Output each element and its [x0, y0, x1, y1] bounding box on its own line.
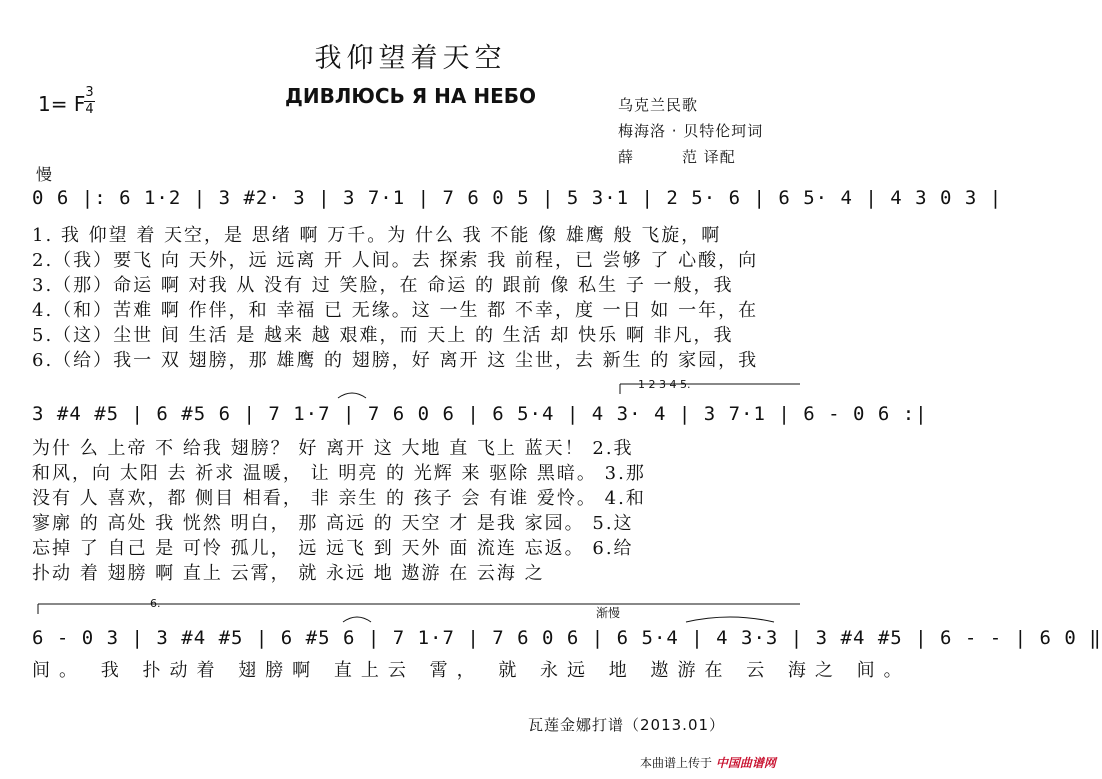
system2-lyric-verse-3: 没有 人 喜欢，都 侧目 相看， 非 亲生 的 孩子 会 有谁 爱怜。 4.和 — [32, 488, 646, 509]
credit-translator: 薛 范 译配 — [618, 148, 736, 166]
system1-lyric-verse-6: 6.（给）我一 双 翅膀，那 雄鹰 的 翅膀，好 离开 这 尘世，去 新生 的 家园，我 — [32, 350, 759, 371]
system1-lyric-verse-2: 2.（我）要飞 向 天外，远 远离 开 人间。去 探索 我 前程，已 尝够 了 心酸，向 — [32, 250, 759, 271]
system1-lyric-verse-1: 1. 我 仰望 着 天空，是 思绪 啊 万千。为 什么 我 不能 像 雄鹰 般 飞旋，啊 — [32, 225, 722, 246]
system1-lyric-verse-5: 5.（这）尘世 间 生活 是 越来 越 艰难，而 天上 的 生活 却 快乐 啊 非凡，我 — [32, 325, 734, 346]
site-brand-logo: 中国曲谱网 — [715, 756, 776, 770]
system2-notes: 3 #4 #5 | 6 #5 6 | 7 1·7 | 7 6 0 6 | 6 5·4 | 4 3· 4 | 3 7·1 | 6 - 0 6 :| — [32, 403, 928, 425]
system1-notes: 0 6 |: 6 1·2 | 3 #2· 3 | 3 7·1 | 7 6 0 5 | 5 3·1 | 2 5· 6 | 6 5· 4 | 4 3 0 3 | — [32, 187, 1003, 209]
tempo-marking: 慢 — [36, 165, 53, 184]
key-signature: 1= F — [38, 92, 86, 116]
system2-lyric-verse-1: 为什 么 上帝 不 给我 翅膀？ 好 离开 这 大地 直 飞上 蓝天！ 2.我 — [32, 438, 634, 459]
credit-origin: 乌克兰民歌 — [618, 96, 699, 114]
scribe-credit: 瓦莲金娜打谱（2013.01） — [528, 716, 726, 734]
system2-lyric-verse-2: 和风，向 太阳 去 祈求 温暖， 让 明亮 的 光辉 来 驱除 黑暗。 3.那 — [32, 463, 646, 484]
credit-lyricist: 梅海洛 · 贝特伦珂词 — [618, 122, 764, 140]
upload-footer-text: 本曲谱上传于 — [640, 756, 713, 770]
system3-lyric: 间。 我 扑动着 翅膀啊 直上云 霄， 就 永远 地 遨游在 云 海之 间。 — [32, 660, 911, 681]
system2-lyric-verse-5: 忘掉 了 自己 是 可怜 孤儿， 远 远飞 到 天外 面 流连 忘返。 6.给 — [32, 538, 634, 559]
song-title: 我仰望着天空 — [314, 43, 507, 74]
slur-system2 — [338, 393, 366, 398]
slur-system3-a — [343, 617, 371, 622]
system1-lyric-verse-3: 3.（那）命运 啊 对我 从 没有 过 笑脸，在 命运 的 跟前 像 私生 子 一般，我 — [32, 275, 734, 296]
system3-notes: 6 - 0 3 | 3 #4 #5 | 6 #5 6 | 7 1·7 | 7 6 0 6 | 6 5·4 | 4 3·3 | 3 #4 #5 | 6 - - | 6 0 ‖ — [32, 627, 1102, 649]
system2-lyric-verse-4: 寥廓 的 高处 我 恍然 明白， 那 高远 的 天空 才 是我 家园。 5.这 — [32, 513, 634, 534]
system2-lyric-verse-6: 扑动 着 翅膀 啊 直上 云霄， 就 永远 地 遨游 在 云海 之 — [32, 563, 545, 584]
slur-system3-b — [686, 617, 774, 622]
volta-6-label: 6. — [150, 597, 161, 610]
ritardando-marking: 渐慢 — [596, 606, 621, 620]
system1-lyric-verse-4: 4.（和）苦难 啊 作伴，和 幸福 已 无缘。这 一生 都 不幸，度 一日 如 一年，在 — [32, 300, 759, 321]
time-signature-bottom: 4 — [85, 102, 94, 117]
song-subtitle-ukrainian: ДИВЛЮСЬ Я НА НЕБО — [285, 84, 536, 108]
volta-1-5-label: 1 2 3 4 5. — [638, 378, 691, 391]
time-signature-top: 3 — [85, 85, 94, 100]
